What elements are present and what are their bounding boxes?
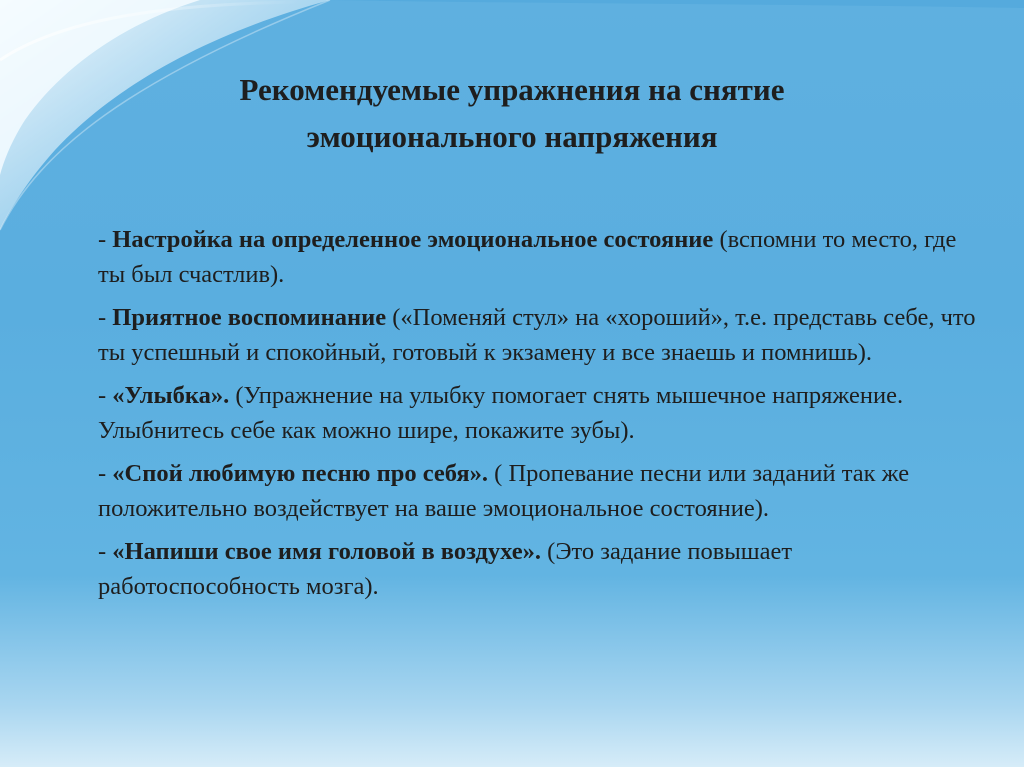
item-heading: «Напиши свое имя головой в воздухе». [112, 538, 542, 565]
item-dash: - [98, 538, 113, 565]
item-description: (Упражнение на улыбку помогает снять мышечное напряжение. Улыбнитесь себе как можно шире, покажите зубы). [98, 382, 904, 444]
item-description: (вспомни то место, где ты был счастлив). [98, 226, 957, 288]
exercise-item-smile [98, 378, 978, 448]
slide-title-line-1: Рекомендуемые упражнения на снятие [239, 72, 785, 107]
slide-title-line-2: эмоционального напряжения [306, 119, 718, 154]
item-heading: Приятное воспоминание [112, 304, 387, 331]
exercise-item-sing-song [98, 456, 978, 526]
item-heading: Настройка на определенное эмоциональное состояние [112, 226, 714, 253]
item-dash: - [98, 304, 113, 331]
item-dash: - [98, 226, 113, 253]
slide-title [60, 66, 964, 160]
item-heading: «Спой любимую песню про себя». [112, 460, 489, 487]
exercise-item-pleasant-memory [98, 300, 978, 370]
item-dash: - [98, 460, 113, 487]
item-heading: «Улыбка». [112, 382, 230, 409]
item-description: ( Пропевание песни или заданий так же положительно воздействует на ваше эмоциональное состояние). [98, 460, 910, 522]
item-description: («Поменяй стул» на «хороший», т.е. представь себе, что ты успешный и спокойный, готовый к экзамену и все знаешь и помнишь). [98, 304, 976, 366]
exercise-item-mood-tuning [98, 222, 978, 292]
item-dash: - [98, 382, 113, 409]
item-description: (Это задание повышает работоспособность мозга). [98, 538, 793, 600]
exercise-list [98, 222, 978, 612]
exercise-item-write-name [98, 534, 978, 604]
